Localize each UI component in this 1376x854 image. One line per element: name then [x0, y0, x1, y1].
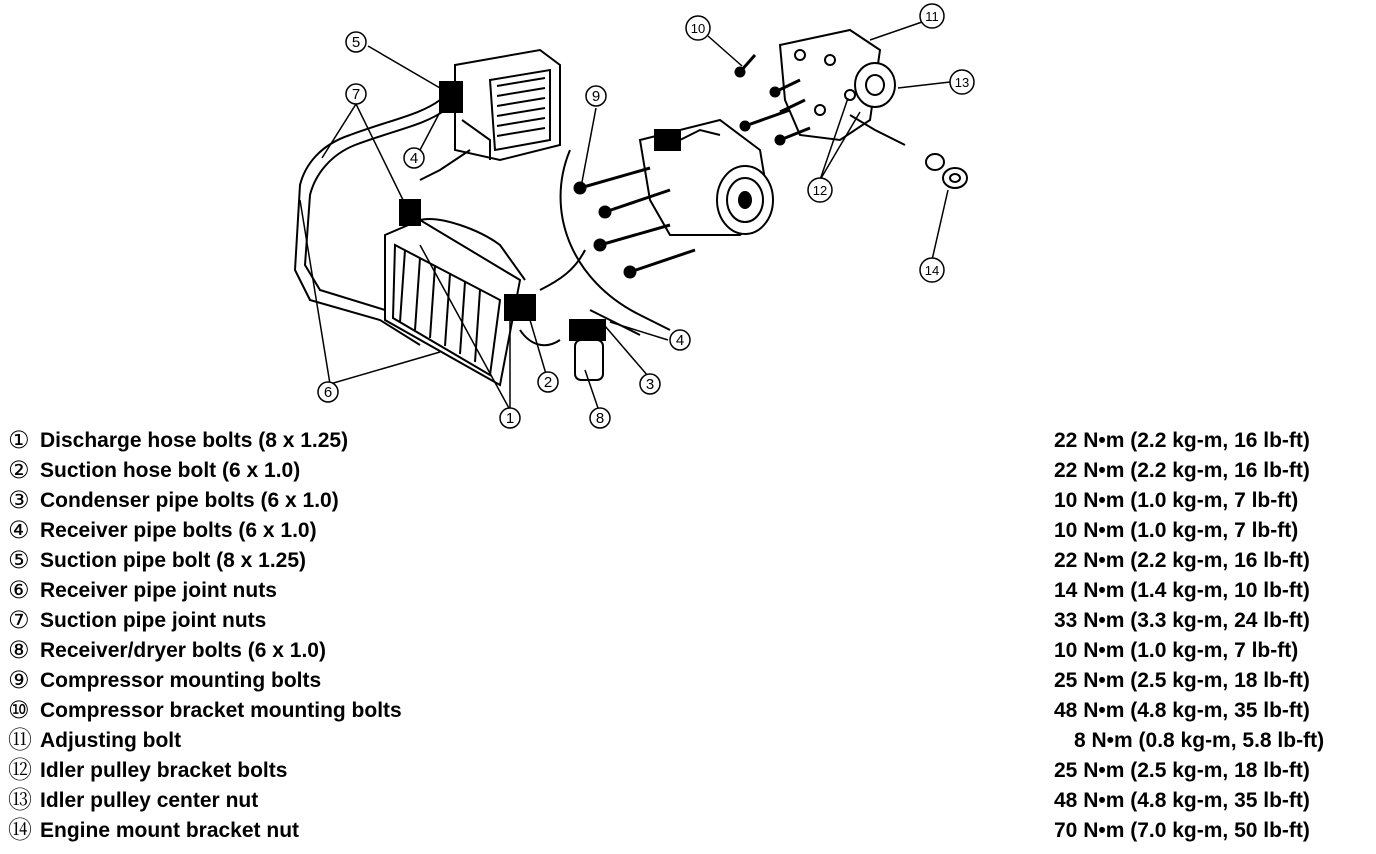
receiver-dryer	[570, 310, 640, 380]
spec-label: Suction pipe joint nuts	[40, 606, 274, 636]
spec-number: ②	[8, 457, 30, 484]
spec-label: Suction pipe bolt (8 x 1.25)	[40, 546, 314, 576]
compressor	[640, 120, 773, 235]
callout-11	[920, 4, 944, 28]
svg-text:10: 10	[690, 21, 706, 36]
spec-number: ⑭	[8, 817, 32, 844]
spec-value: 10 N•m (1.0 kg-m, 7 lb-ft)	[1048, 636, 1298, 666]
spec-label: Adjusting bolt	[40, 726, 189, 756]
spec-number: ⑦	[8, 607, 30, 634]
spec-label: Engine mount bracket nut	[40, 816, 307, 846]
callout-4-upper	[404, 148, 424, 168]
torque-spec-list	[0, 424, 1376, 854]
spec-value: 10 N•m (1.0 kg-m, 7 lb-ft)	[1048, 516, 1298, 546]
spec-value: 48 N•m (4.8 kg-m, 35 lb-ft)	[1048, 786, 1310, 816]
svg-text:12: 12	[812, 183, 828, 198]
callout-12	[808, 178, 832, 202]
spec-row	[8, 666, 1368, 696]
spec-row	[8, 786, 1368, 816]
spec-label: Compressor mounting bolts	[40, 666, 329, 696]
spec-label: Receiver/dryer bolts (6 x 1.0)	[40, 636, 334, 666]
spec-label: Idler pulley center nut	[40, 786, 266, 816]
spec-number: ⑥	[8, 577, 30, 604]
compressor-bracket	[780, 30, 905, 145]
spec-number: ⑨	[8, 667, 30, 694]
spec-row	[8, 576, 1368, 606]
svg-text:1: 1	[505, 410, 515, 427]
callout-9	[586, 86, 606, 106]
spec-number: ⑩	[8, 697, 30, 724]
spec-number: ⑤	[8, 547, 30, 574]
spec-row	[8, 456, 1368, 486]
callout-5	[346, 32, 366, 52]
spec-row	[8, 816, 1368, 846]
spec-number: ④	[8, 517, 30, 544]
spec-row	[8, 546, 1368, 576]
callout-2	[538, 372, 558, 392]
svg-text:2: 2	[543, 374, 553, 391]
spec-value: 25 N•m (2.5 kg-m, 18 lb-ft)	[1048, 666, 1310, 696]
callout-6	[318, 382, 338, 402]
spec-label: Discharge hose bolts (8 x 1.25)	[40, 426, 356, 456]
spec-row	[8, 696, 1368, 726]
svg-text:11: 11	[925, 9, 939, 24]
spec-row	[8, 486, 1368, 516]
callout-13	[950, 70, 974, 94]
spec-row	[8, 516, 1368, 546]
spec-label: Condenser pipe bolts (6 x 1.0)	[40, 486, 347, 516]
spec-number: ①	[8, 427, 30, 454]
svg-text:5: 5	[351, 34, 361, 51]
spec-row	[8, 756, 1368, 786]
svg-text:4: 4	[675, 332, 685, 349]
svg-text:8: 8	[595, 410, 605, 427]
spec-value: 22 N•m (2.2 kg-m, 16 lb-ft)	[1048, 456, 1310, 486]
spec-value: 25 N•m (2.5 kg-m, 18 lb-ft)	[1048, 756, 1310, 786]
spec-row	[8, 606, 1368, 636]
spec-row	[8, 636, 1368, 666]
spec-value: 22 N•m (2.2 kg-m, 16 lb-ft)	[1048, 426, 1310, 456]
engine-mount-nut	[926, 154, 967, 188]
svg-text:7: 7	[351, 86, 361, 103]
spec-label: Idler pulley bracket bolts	[40, 756, 295, 786]
callout-7	[346, 84, 366, 104]
spec-number: ⑫	[8, 757, 32, 784]
spec-number: ⑧	[8, 637, 30, 664]
svg-text:4: 4	[409, 150, 419, 167]
svg-text:13: 13	[954, 75, 970, 90]
svg-text:3: 3	[645, 376, 655, 393]
svg-text:6: 6	[323, 384, 333, 401]
spec-value: 14 N•m (1.4 kg-m, 10 lb-ft)	[1048, 576, 1310, 606]
callout-14	[920, 258, 944, 282]
spec-label: Receiver pipe joint nuts	[40, 576, 285, 606]
spec-row	[8, 726, 1368, 756]
spec-value: 70 N•m (7.0 kg-m, 50 lb-ft)	[1048, 816, 1310, 846]
svg-text:9: 9	[591, 88, 601, 105]
spec-label: Receiver pipe bolts (6 x 1.0)	[40, 516, 325, 546]
evaporator-housing	[440, 50, 560, 160]
spec-value: 8 N•m (0.8 kg-m, 5.8 lb-ft)	[1068, 726, 1324, 756]
spec-label: Compressor bracket mounting bolts	[40, 696, 410, 726]
spec-value: 48 N•m (4.8 kg-m, 35 lb-ft)	[1048, 696, 1310, 726]
spec-value: 10 N•m (1.0 kg-m, 7 lb-ft)	[1048, 486, 1298, 516]
condenser	[385, 200, 560, 385]
spec-number: ③	[8, 487, 30, 514]
callout-3	[640, 374, 660, 394]
spec-value: 22 N•m (2.2 kg-m, 16 lb-ft)	[1048, 546, 1310, 576]
spec-label: Suction hose bolt (6 x 1.0)	[40, 456, 308, 486]
callout-4-lower	[670, 330, 690, 350]
svg-text:14: 14	[924, 263, 940, 278]
spec-row	[8, 426, 1368, 456]
spec-number: ⑬	[8, 787, 32, 814]
callout-10	[686, 16, 710, 40]
spec-number: ⑪	[8, 727, 32, 754]
spec-value: 33 N•m (3.3 kg-m, 24 lb-ft)	[1048, 606, 1310, 636]
